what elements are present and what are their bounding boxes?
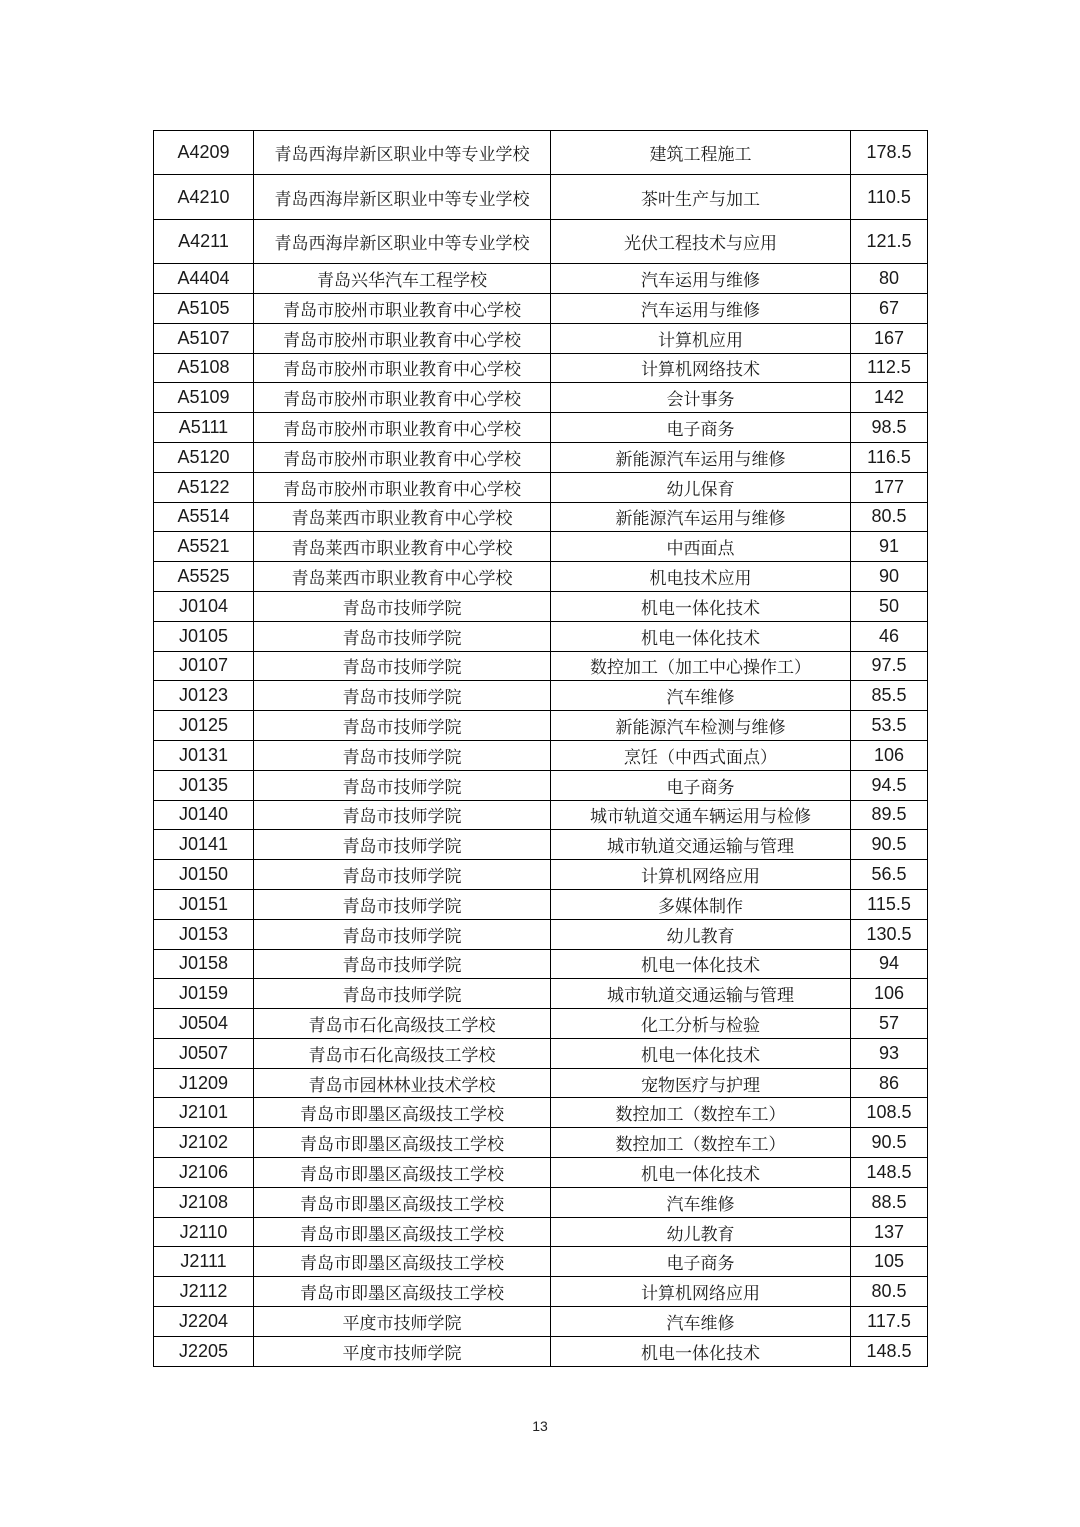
score-cell: 97.5: [851, 651, 928, 681]
code-cell: A4211: [154, 219, 254, 263]
school-cell: 青岛市技师学院: [254, 711, 551, 741]
code-cell: A5514: [154, 502, 254, 532]
table-row: [154, 1158, 928, 1188]
table-row: [154, 264, 928, 294]
code-cell: J0123: [154, 681, 254, 711]
school-cell: 青岛市即墨区高级技工学校: [254, 1098, 551, 1128]
major-cell: 新能源汽车检测与维修: [551, 711, 851, 741]
table-row: [154, 651, 928, 681]
code-cell: A5107: [154, 323, 254, 353]
major-cell: 汽车维修: [551, 681, 851, 711]
school-cell: 青岛市即墨区高级技工学校: [254, 1128, 551, 1158]
code-cell: J2204: [154, 1307, 254, 1337]
school-cell: 青岛市石化高级技工学校: [254, 1009, 551, 1039]
major-cell: 机电一体化技术: [551, 1038, 851, 1068]
table-row: [154, 919, 928, 949]
code-cell: A5120: [154, 442, 254, 472]
table-row: [154, 800, 928, 830]
code-cell: J0151: [154, 889, 254, 919]
code-cell: J0153: [154, 919, 254, 949]
score-cell: 90: [851, 562, 928, 592]
major-cell: 计算机网络技术: [551, 353, 851, 383]
table-row: [154, 860, 928, 890]
table-row: [154, 1247, 928, 1277]
school-cell: 青岛市即墨区高级技工学校: [254, 1158, 551, 1188]
score-cell: 90.5: [851, 830, 928, 860]
major-cell: 电子商务: [551, 770, 851, 800]
score-cell: 167: [851, 323, 928, 353]
major-cell: 新能源汽车运用与维修: [551, 502, 851, 532]
school-cell: 青岛西海岸新区职业中等专业学校: [254, 175, 551, 219]
table-row: [154, 219, 928, 263]
major-cell: 建筑工程施工: [551, 131, 851, 175]
school-cell: 青岛市即墨区高级技工学校: [254, 1217, 551, 1247]
score-cell: 80: [851, 264, 928, 294]
code-cell: A4209: [154, 131, 254, 175]
score-cell: 130.5: [851, 919, 928, 949]
table-row: [154, 1277, 928, 1307]
score-cell: 89.5: [851, 800, 928, 830]
score-cell: 56.5: [851, 860, 928, 890]
school-cell: 青岛市胶州市职业教育中心学校: [254, 413, 551, 443]
score-cell: 112.5: [851, 353, 928, 383]
school-cell: 青岛市即墨区高级技工学校: [254, 1247, 551, 1277]
school-cell: 青岛市技师学院: [254, 889, 551, 919]
code-cell: J0158: [154, 949, 254, 979]
school-cell: 青岛市技师学院: [254, 740, 551, 770]
school-cell: 青岛莱西市职业教育中心学校: [254, 532, 551, 562]
score-cell: 116.5: [851, 442, 928, 472]
major-cell: 电子商务: [551, 1247, 851, 1277]
code-cell: A5105: [154, 293, 254, 323]
code-cell: A5521: [154, 532, 254, 562]
score-cell: 90.5: [851, 1128, 928, 1158]
school-cell: 青岛市即墨区高级技工学校: [254, 1187, 551, 1217]
code-cell: J0107: [154, 651, 254, 681]
school-cell: 青岛市技师学院: [254, 860, 551, 890]
table-row: [154, 770, 928, 800]
table-row: [154, 131, 928, 175]
score-cell: 142: [851, 383, 928, 413]
code-cell: J2102: [154, 1128, 254, 1158]
table-row: [154, 472, 928, 502]
score-cell: 88.5: [851, 1187, 928, 1217]
major-cell: 茶叶生产与加工: [551, 175, 851, 219]
major-cell: 机电一体化技术: [551, 1158, 851, 1188]
table-row: [154, 383, 928, 413]
major-cell: 幼儿教育: [551, 919, 851, 949]
major-cell: 烹饪（中西式面点）: [551, 740, 851, 770]
code-cell: J0159: [154, 979, 254, 1009]
score-cell: 94.5: [851, 770, 928, 800]
school-cell: 青岛兴华汽车工程学校: [254, 264, 551, 294]
major-cell: 光伏工程技术与应用: [551, 219, 851, 263]
major-cell: 宠物医疗与护理: [551, 1068, 851, 1098]
table-row: [154, 1009, 928, 1039]
score-cell: 148.5: [851, 1158, 928, 1188]
code-cell: J0125: [154, 711, 254, 741]
table-row: [154, 175, 928, 219]
school-cell: 青岛市技师学院: [254, 621, 551, 651]
school-cell: 青岛莱西市职业教育中心学校: [254, 502, 551, 532]
code-cell: J1209: [154, 1068, 254, 1098]
code-cell: A5111: [154, 413, 254, 443]
table-row: [154, 949, 928, 979]
code-cell: A5122: [154, 472, 254, 502]
table-row: [154, 711, 928, 741]
school-cell: 青岛市胶州市职业教育中心学校: [254, 472, 551, 502]
major-cell: 机电一体化技术: [551, 591, 851, 621]
table-row: [154, 442, 928, 472]
code-cell: J0105: [154, 621, 254, 651]
table-row: [154, 293, 928, 323]
major-cell: 汽车维修: [551, 1187, 851, 1217]
major-cell: 会计事务: [551, 383, 851, 413]
score-cell: 94: [851, 949, 928, 979]
school-cell: 青岛市技师学院: [254, 919, 551, 949]
table-row: [154, 591, 928, 621]
score-cell: 98.5: [851, 413, 928, 443]
school-cell: 青岛西海岸新区职业中等专业学校: [254, 219, 551, 263]
code-cell: J0150: [154, 860, 254, 890]
code-cell: A5525: [154, 562, 254, 592]
score-cell: 115.5: [851, 889, 928, 919]
school-cell: 青岛市技师学院: [254, 830, 551, 860]
major-cell: 数控加工（加工中心操作工）: [551, 651, 851, 681]
score-cell: 148.5: [851, 1336, 928, 1366]
score-cell: 106: [851, 740, 928, 770]
major-cell: 城市轨道交通运输与管理: [551, 830, 851, 860]
code-cell: A5109: [154, 383, 254, 413]
score-cell: 93: [851, 1038, 928, 1068]
table-row: [154, 1336, 928, 1366]
table-body: [154, 131, 928, 1367]
school-cell: 青岛市石化高级技工学校: [254, 1038, 551, 1068]
score-cell: 108.5: [851, 1098, 928, 1128]
major-cell: 电子商务: [551, 413, 851, 443]
school-cell: 青岛市胶州市职业教育中心学校: [254, 353, 551, 383]
table-row: [154, 562, 928, 592]
code-cell: A5108: [154, 353, 254, 383]
school-cell: 青岛市胶州市职业教育中心学校: [254, 293, 551, 323]
code-cell: J2108: [154, 1187, 254, 1217]
major-cell: 幼儿教育: [551, 1217, 851, 1247]
table-row: [154, 1307, 928, 1337]
school-cell: 青岛市胶州市职业教育中心学校: [254, 323, 551, 353]
table-row: [154, 1128, 928, 1158]
code-cell: J2110: [154, 1217, 254, 1247]
table-row: [154, 621, 928, 651]
school-cell: 青岛市技师学院: [254, 800, 551, 830]
school-cell: 青岛市技师学院: [254, 651, 551, 681]
code-cell: J0104: [154, 591, 254, 621]
score-cell: 110.5: [851, 175, 928, 219]
table-row: [154, 1038, 928, 1068]
school-cell: 青岛市即墨区高级技工学校: [254, 1277, 551, 1307]
major-cell: 机电技术应用: [551, 562, 851, 592]
table-row: [154, 323, 928, 353]
score-cell: 137: [851, 1217, 928, 1247]
major-cell: 数控加工（数控车工）: [551, 1098, 851, 1128]
code-cell: J2111: [154, 1247, 254, 1277]
major-cell: 汽车维修: [551, 1307, 851, 1337]
score-cell: 67: [851, 293, 928, 323]
code-cell: J0504: [154, 1009, 254, 1039]
table-row: [154, 740, 928, 770]
code-cell: J0135: [154, 770, 254, 800]
code-cell: A4210: [154, 175, 254, 219]
code-cell: J2106: [154, 1158, 254, 1188]
code-cell: J0131: [154, 740, 254, 770]
table-row: [154, 1098, 928, 1128]
major-cell: 数控加工（数控车工）: [551, 1128, 851, 1158]
major-cell: 幼儿保育: [551, 472, 851, 502]
code-cell: J0140: [154, 800, 254, 830]
score-cell: 57: [851, 1009, 928, 1039]
major-cell: 计算机应用: [551, 323, 851, 353]
major-cell: 计算机网络应用: [551, 860, 851, 890]
table-row: [154, 1217, 928, 1247]
major-cell: 汽车运用与维修: [551, 264, 851, 294]
score-cell: 86: [851, 1068, 928, 1098]
major-cell: 汽车运用与维修: [551, 293, 851, 323]
school-cell: 平度市技师学院: [254, 1336, 551, 1366]
score-cell: 105: [851, 1247, 928, 1277]
school-cell: 青岛市园林林业技术学校: [254, 1068, 551, 1098]
code-cell: J2101: [154, 1098, 254, 1128]
code-cell: J2112: [154, 1277, 254, 1307]
score-cell: 80.5: [851, 1277, 928, 1307]
table-row: [154, 681, 928, 711]
school-cell: 青岛市胶州市职业教育中心学校: [254, 442, 551, 472]
table-row: [154, 1187, 928, 1217]
score-cell: 46: [851, 621, 928, 651]
code-cell: J0507: [154, 1038, 254, 1068]
major-cell: 城市轨道交通车辆运用与检修: [551, 800, 851, 830]
school-cell: 青岛市胶州市职业教育中心学校: [254, 383, 551, 413]
score-cell: 53.5: [851, 711, 928, 741]
major-cell: 机电一体化技术: [551, 949, 851, 979]
page-number: 13: [532, 1418, 548, 1434]
table-row: [154, 532, 928, 562]
code-cell: J0141: [154, 830, 254, 860]
table-row: [154, 979, 928, 1009]
major-cell: 新能源汽车运用与维修: [551, 442, 851, 472]
table-row: [154, 1068, 928, 1098]
score-cell: 177: [851, 472, 928, 502]
score-cell: 117.5: [851, 1307, 928, 1337]
school-cell: 青岛市技师学院: [254, 681, 551, 711]
major-cell: 计算机网络应用: [551, 1277, 851, 1307]
score-cell: 50: [851, 591, 928, 621]
score-cell: 80.5: [851, 502, 928, 532]
major-cell: 机电一体化技术: [551, 621, 851, 651]
school-cell: 青岛西海岸新区职业中等专业学校: [254, 131, 551, 175]
admission-score-table: [153, 130, 928, 1367]
school-cell: 平度市技师学院: [254, 1307, 551, 1337]
table-row: [154, 353, 928, 383]
table-row: [154, 830, 928, 860]
score-cell: 121.5: [851, 219, 928, 263]
school-cell: 青岛市技师学院: [254, 949, 551, 979]
score-cell: 85.5: [851, 681, 928, 711]
school-cell: 青岛市技师学院: [254, 979, 551, 1009]
major-cell: 机电一体化技术: [551, 1336, 851, 1366]
score-cell: 178.5: [851, 131, 928, 175]
code-cell: A4404: [154, 264, 254, 294]
table-row: [154, 413, 928, 443]
code-cell: J2205: [154, 1336, 254, 1366]
score-cell: 91: [851, 532, 928, 562]
school-cell: 青岛莱西市职业教育中心学校: [254, 562, 551, 592]
score-cell: 106: [851, 979, 928, 1009]
major-cell: 城市轨道交通运输与管理: [551, 979, 851, 1009]
school-cell: 青岛市技师学院: [254, 591, 551, 621]
school-cell: 青岛市技师学院: [254, 770, 551, 800]
table-row: [154, 502, 928, 532]
major-cell: 化工分析与检验: [551, 1009, 851, 1039]
major-cell: 多媒体制作: [551, 889, 851, 919]
table-row: [154, 889, 928, 919]
major-cell: 中西面点: [551, 532, 851, 562]
